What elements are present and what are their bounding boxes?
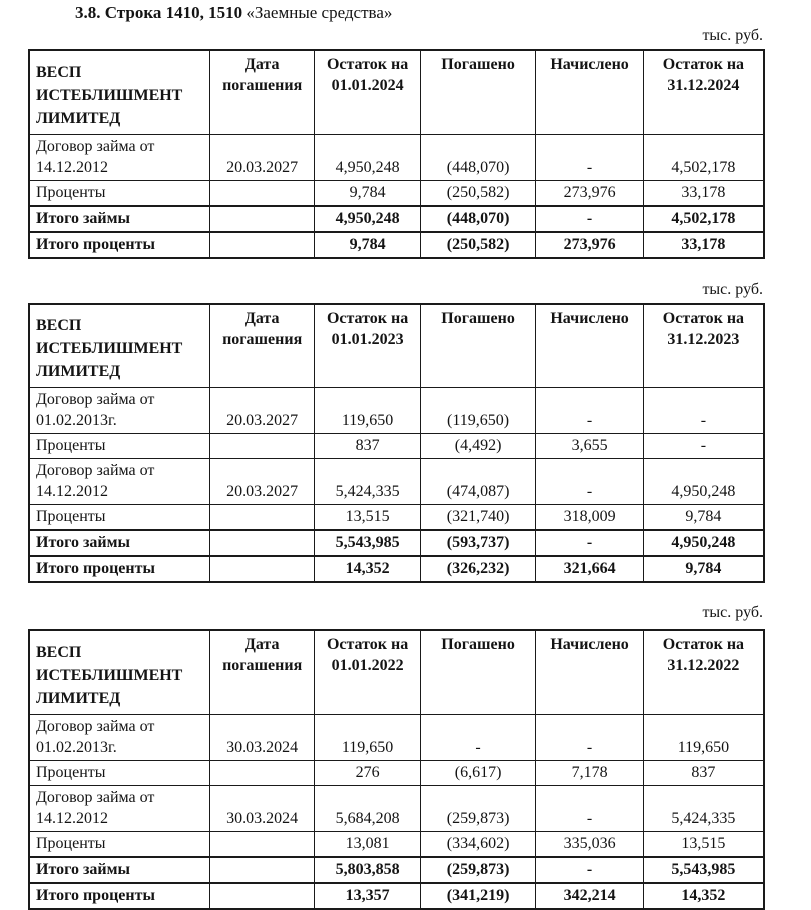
- unit-label: тыс. руб.: [702, 280, 763, 298]
- total-label: Итого проценты: [29, 883, 209, 909]
- total-loans-row: [29, 857, 764, 883]
- opening-cell: 9,784: [315, 232, 420, 258]
- repaid-cell: (259,873): [420, 857, 536, 883]
- col-header-opening: Остаток на 01.01.2024: [315, 50, 420, 134]
- repaid-cell: (119,650): [420, 388, 536, 434]
- loan-label: Договор займа от 14.12.2012: [29, 134, 209, 180]
- repaid-cell: (250,582): [420, 180, 536, 206]
- closing-cell: 13,515: [643, 831, 764, 857]
- repaid-cell: -: [420, 714, 536, 760]
- table-row: [29, 785, 764, 831]
- col-header-date: Дата погашения: [209, 304, 314, 388]
- col-header-closing: Остаток на 31.12.2022: [643, 630, 764, 714]
- closing-cell: 9,784: [643, 505, 764, 531]
- loan-label: Договор займа от 01.02.2013г.: [29, 714, 209, 760]
- repaid-cell: (250,582): [420, 232, 536, 258]
- date-cell: 20.03.2027: [209, 459, 314, 505]
- repaid-cell: (448,070): [420, 206, 536, 232]
- total-label: Итого займы: [29, 530, 209, 556]
- loan-label: Договор займа от 14.12.2012: [29, 459, 209, 505]
- accrued-cell: -: [536, 530, 643, 556]
- entity-name: ВЕСП ИСТЕБЛИШМЕНТ ЛИМИТЕД: [29, 304, 209, 388]
- col-header-accrued: Начислено: [536, 304, 643, 388]
- opening-cell: 4,950,248: [315, 206, 420, 232]
- col-header-date: Дата погашения: [209, 630, 314, 714]
- date-cell: [209, 206, 314, 232]
- repaid-cell: (259,873): [420, 785, 536, 831]
- loan-label: Проценты: [29, 760, 209, 785]
- table-row: [29, 459, 764, 505]
- opening-cell: 276: [315, 760, 420, 785]
- loan-label: Проценты: [29, 434, 209, 459]
- col-header-opening: Остаток на 01.01.2023: [315, 304, 420, 388]
- table-row: [29, 388, 764, 434]
- section-title: [75, 3, 765, 23]
- total-interest-row: [29, 883, 764, 909]
- total-loans-row: [29, 530, 764, 556]
- closing-cell: 5,424,335: [643, 785, 764, 831]
- date-cell: [209, 180, 314, 206]
- entity-name: ВЕСП ИСТЕБЛИШМЕНТ ЛИМИТЕД: [29, 50, 209, 134]
- repaid-cell: (593,737): [420, 530, 536, 556]
- table-header-row: [29, 50, 764, 134]
- opening-cell: 5,803,858: [315, 857, 420, 883]
- table-row: [29, 714, 764, 760]
- accrued-cell: 342,214: [536, 883, 643, 909]
- loan-label: Договор займа от 01.02.2013г.: [29, 388, 209, 434]
- opening-cell: 13,515: [315, 505, 420, 531]
- table-header-row: [29, 304, 764, 388]
- opening-cell: 5,424,335: [315, 459, 420, 505]
- accrued-cell: 7,178: [536, 760, 643, 785]
- col-header-closing: Остаток на 31.12.2023: [643, 304, 764, 388]
- closing-cell: 119,650: [643, 714, 764, 760]
- opening-cell: 119,650: [315, 388, 420, 434]
- closing-cell: 9,784: [643, 556, 764, 582]
- closing-cell: 4,950,248: [643, 530, 764, 556]
- loan-label: Договор займа от 14.12.2012: [29, 785, 209, 831]
- date-cell: [209, 760, 314, 785]
- closing-cell: 33,178: [643, 232, 764, 258]
- table-row: [29, 505, 764, 531]
- table-row: [29, 434, 764, 459]
- accrued-cell: 335,036: [536, 831, 643, 857]
- closing-cell: 4,502,178: [643, 206, 764, 232]
- table-row: [29, 180, 764, 206]
- closing-cell: 14,352: [643, 883, 764, 909]
- col-header-repaid: Погашено: [420, 630, 536, 714]
- opening-cell: 9,784: [315, 180, 420, 206]
- total-interest-row: [29, 232, 764, 258]
- repaid-cell: (6,617): [420, 760, 536, 785]
- accrued-cell: 273,976: [536, 232, 643, 258]
- closing-cell: 4,502,178: [643, 134, 764, 180]
- opening-cell: 119,650: [315, 714, 420, 760]
- loans-table-2023: [28, 303, 765, 584]
- col-header-date: Дата погашения: [209, 50, 314, 134]
- col-header-closing: Остаток на 31.12.2024: [643, 50, 764, 134]
- date-cell: [209, 857, 314, 883]
- loan-label: Проценты: [29, 831, 209, 857]
- entity-name: ВЕСП ИСТЕБЛИШМЕНТ ЛИМИТЕД: [29, 630, 209, 714]
- opening-cell: 13,081: [315, 831, 420, 857]
- col-header-repaid: Погашено: [420, 304, 536, 388]
- date-cell: [209, 434, 314, 459]
- accrued-cell: 273,976: [536, 180, 643, 206]
- loan-label: Проценты: [29, 505, 209, 531]
- date-cell: 20.03.2027: [209, 388, 314, 434]
- repaid-cell: (334,602): [420, 831, 536, 857]
- closing-cell: -: [643, 388, 764, 434]
- date-cell: 30.03.2024: [209, 785, 314, 831]
- col-header-repaid: Погашено: [420, 50, 536, 134]
- date-cell: [209, 831, 314, 857]
- date-cell: [209, 530, 314, 556]
- accrued-cell: -: [536, 134, 643, 180]
- accrued-cell: -: [536, 714, 643, 760]
- accrued-cell: -: [536, 388, 643, 434]
- table-row: [29, 831, 764, 857]
- repaid-cell: (321,740): [420, 505, 536, 531]
- date-cell: [209, 556, 314, 582]
- opening-cell: 5,684,208: [315, 785, 420, 831]
- total-label: Итого займы: [29, 857, 209, 883]
- repaid-cell: (4,492): [420, 434, 536, 459]
- accrued-cell: 318,009: [536, 505, 643, 531]
- table-row: [29, 134, 764, 180]
- section-title-number: 3.8. Строка 1410, 1510: [75, 3, 243, 22]
- total-interest-row: [29, 556, 764, 582]
- closing-cell: 4,950,248: [643, 459, 764, 505]
- col-header-accrued: Начислено: [536, 50, 643, 134]
- total-label: Итого проценты: [29, 232, 209, 258]
- table-row: [29, 760, 764, 785]
- loans-table-2024: [28, 49, 765, 259]
- table-header-row: [29, 630, 764, 714]
- col-header-accrued: Начислено: [536, 630, 643, 714]
- repaid-cell: (341,219): [420, 883, 536, 909]
- section-title-text: «Заемные средства»: [246, 3, 393, 22]
- closing-cell: 5,543,985: [643, 857, 764, 883]
- unit-label: тыс. руб.: [702, 27, 763, 44]
- opening-cell: 13,357: [315, 883, 420, 909]
- date-cell: [209, 883, 314, 909]
- col-header-opening: Остаток на 01.01.2022: [315, 630, 420, 714]
- total-label: Итого проценты: [29, 556, 209, 582]
- closing-cell: 837: [643, 760, 764, 785]
- closing-cell: 33,178: [643, 180, 764, 206]
- total-label: Итого займы: [29, 206, 209, 232]
- accrued-cell: -: [536, 459, 643, 505]
- date-cell: 30.03.2024: [209, 714, 314, 760]
- loans-table-2022: [28, 629, 765, 910]
- opening-cell: 4,950,248: [315, 134, 420, 180]
- loan-label: Проценты: [29, 180, 209, 206]
- date-cell: [209, 232, 314, 258]
- total-loans-row: [29, 206, 764, 232]
- repaid-cell: (448,070): [420, 134, 536, 180]
- opening-cell: 5,543,985: [315, 530, 420, 556]
- date-cell: [209, 505, 314, 531]
- accrued-cell: 321,664: [536, 556, 643, 582]
- accrued-cell: -: [536, 206, 643, 232]
- accrued-cell: -: [536, 857, 643, 883]
- opening-cell: 837: [315, 434, 420, 459]
- repaid-cell: (474,087): [420, 459, 536, 505]
- date-cell: 20.03.2027: [209, 134, 314, 180]
- accrued-cell: 3,655: [536, 434, 643, 459]
- unit-label: тыс. руб.: [702, 604, 763, 621]
- opening-cell: 14,352: [315, 556, 420, 582]
- closing-cell: -: [643, 434, 764, 459]
- repaid-cell: (326,232): [420, 556, 536, 582]
- accrued-cell: -: [536, 785, 643, 831]
